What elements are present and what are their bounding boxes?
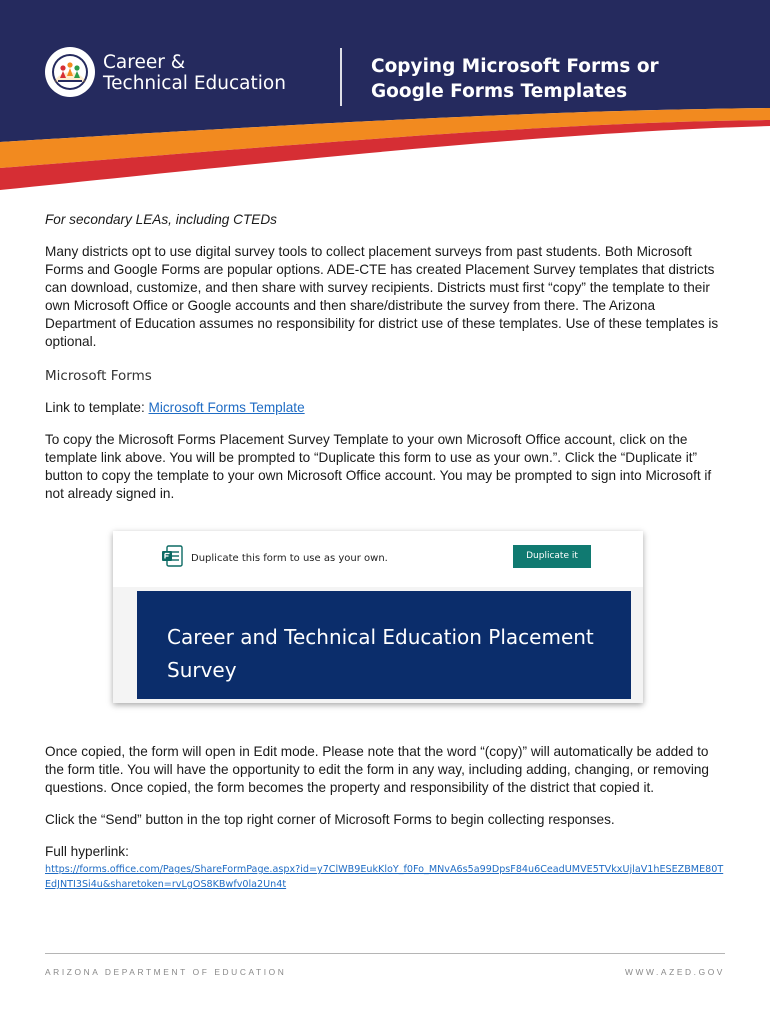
intro-paragraph: Many districts opt to use digital survey tools to collect placement surveys from past students. Both Microsoft Forms and Google Forms are popular options. ADE-CTE has created Placement Survey templates that districts can download, customize, and then share with survey recipients. Districts must first “copy” the template to their own Microsoft Office or Google accounts and then share/distribute the survey from there. The Arizona Department of Education assumes no responsibility for district use of these templates. Use of these templates is optional.: [45, 244, 719, 349]
duplicate-prompt-text: Duplicate this form to use as your own.: [191, 553, 388, 564]
send-note-paragraph: Click the “Send” button in the top right corner of Microsoft Forms to begin collecting responses.: [45, 812, 615, 827]
form-title-banner: [137, 591, 631, 699]
footer-department-name: ARIZONA DEPARTMENT OF EDUCATION: [45, 967, 287, 977]
template-link-prefix: Link to template:: [45, 400, 149, 415]
audience-subtitle: For secondary LEAs, including CTEDs: [45, 212, 277, 227]
form-title-line-2: Survey: [167, 658, 237, 682]
page-title-line-1: Copying Microsoft Forms or: [371, 56, 659, 77]
document-body: [45, 211, 725, 892]
microsoft-forms-heading: Microsoft Forms: [45, 368, 152, 384]
full-hyperlink-url[interactable]: https://forms.office.com/Pages/ShareFormPage.aspx?id=y7ClWB9EukKloY_f0Fo_MNvA6s5a99DpsF84u6CeadUMVE5TVkxUjlaV1hESEZBME80TEdJNTI3Si4u&sharetoken=rvLgOS8KBwfv0la2Un4t: [45, 864, 724, 890]
cte-logo-text: [103, 52, 286, 94]
form-title-line-1: Career and Technical Education Placement: [167, 625, 594, 649]
duplicate-form-screenshot: [113, 531, 643, 703]
copy-instructions-paragraph: To copy the Microsoft Forms Placement Survey Template to your own Microsoft Office account, click on the template link above. You will be prompted to “Duplicate this form to use as your own.”. Click the “Duplicate it” button to copy the template to your own Microsoft Office account. You may be prompted to sign into Microsoft if not already signed in.: [45, 432, 712, 501]
full-hyperlink-label: Full hyperlink:: [45, 844, 129, 859]
logo-line-2: Technical Education: [103, 73, 286, 94]
logo-line-1: Career &: [103, 52, 186, 73]
after-copy-paragraph: Once copied, the form will open in Edit mode. Please note that the word “(copy)” will automatically be added to the form title. You will have the opportunity to edit the form in any way, including adding, changing, or removing questions. Once copied, the form becomes the property and responsibility of the district that copied it.: [45, 744, 709, 795]
footer-website[interactable]: WWW.AZED.GOV: [624, 967, 725, 977]
page-title-line-2: Google Forms Templates: [371, 81, 628, 102]
footer-divider: [45, 953, 725, 954]
template-link-line: [45, 399, 725, 417]
header-divider: [340, 48, 342, 106]
duplicate-it-button[interactable]: Duplicate it: [513, 545, 591, 568]
screenshot-top-bar: [113, 531, 643, 587]
microsoft-forms-icon: [161, 545, 183, 567]
ade-seal-icon: [44, 46, 96, 98]
microsoft-forms-template-link[interactable]: Microsoft Forms Template: [148, 400, 305, 415]
page-title: [371, 54, 659, 104]
